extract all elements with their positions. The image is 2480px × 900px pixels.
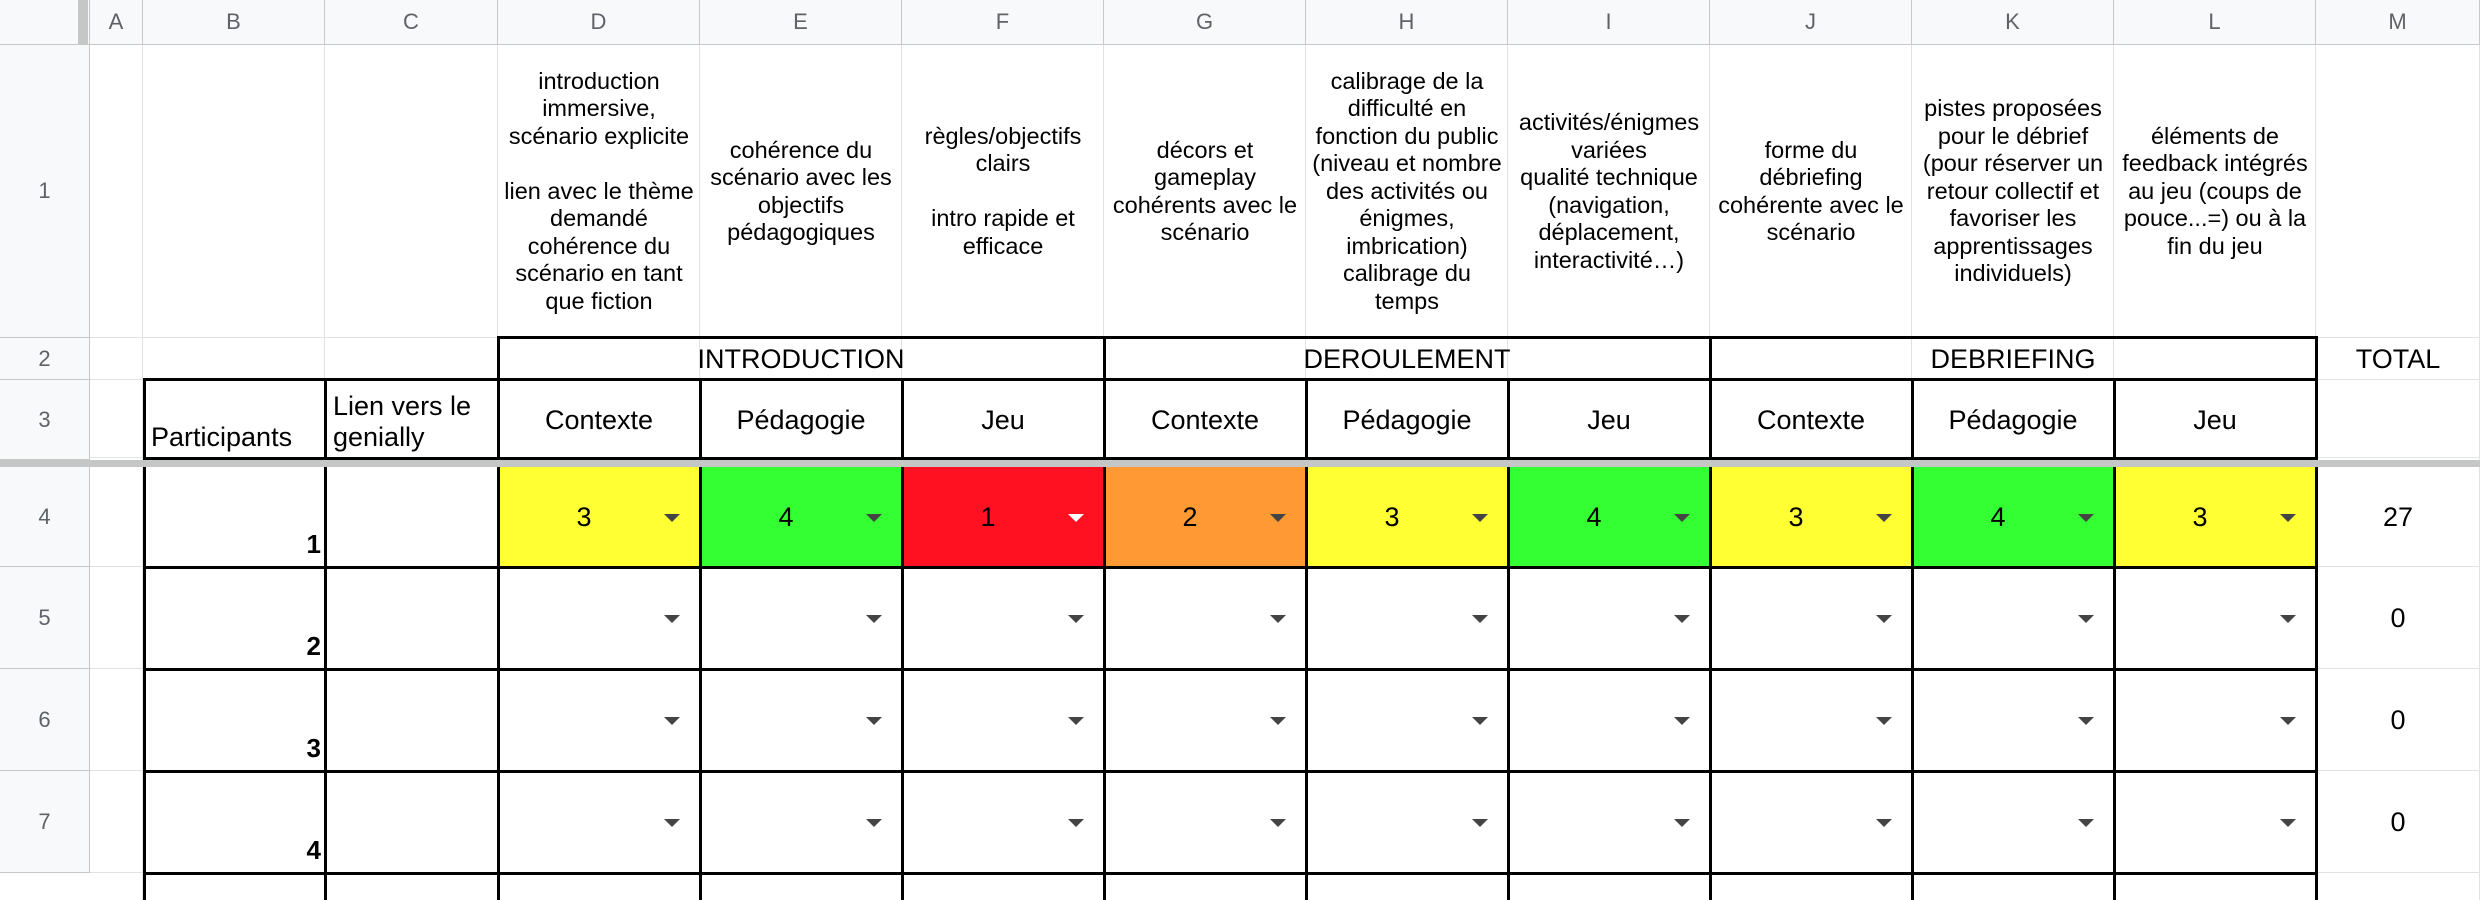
score-dropdown-h5[interactable] [1306,567,1478,669]
participant-number[interactable]: 1 [306,529,321,559]
chevron-down-icon[interactable] [2280,615,2296,623]
chevron-down-icon[interactable] [1068,717,1084,725]
row-header-4[interactable]: 4 [0,467,90,567]
chevron-down-icon[interactable] [1674,615,1690,623]
border [324,378,327,460]
criterion-description-e: cohérence du scénario avec les objectifs pédagogiques [710,136,892,245]
chevron-down-icon[interactable] [1472,514,1488,522]
column-header-e[interactable]: E [700,0,902,45]
chevron-down-icon[interactable] [664,615,680,623]
chevron-down-icon[interactable] [1270,514,1286,522]
column-header-a[interactable]: A [90,0,143,45]
border [143,872,2317,875]
border [143,770,2317,773]
chevron-down-icon[interactable] [1068,819,1084,827]
chevron-down-icon[interactable] [1674,514,1690,522]
chevron-down-icon[interactable] [1876,717,1892,725]
border [1709,336,1712,460]
section-introduction[interactable]: INTRODUCTION [697,343,905,374]
score-dropdown-g6[interactable] [1104,669,1276,771]
chevron-down-icon[interactable] [2078,514,2094,522]
score-dropdown-j5[interactable] [1710,567,1882,669]
score-dropdown-k6[interactable] [1912,669,2084,771]
border [1103,467,1106,900]
chevron-down-icon[interactable] [664,717,680,725]
border [901,467,904,900]
criterion-description-d: introduction immersive, scénario explicite lien avec le thème demandé cohérence du scénario en tant que fiction [504,67,694,314]
border [497,467,500,900]
criterion-header-h[interactable]: Pédagogie [1342,404,1472,435]
total-cell: 0 [2390,704,2406,735]
column-header-h[interactable]: H [1306,0,1508,45]
column-header-c[interactable]: C [325,0,498,45]
participants-header[interactable]: Participants [151,422,293,452]
chevron-down-icon[interactable] [1674,819,1690,827]
score-dropdown-l4[interactable]: 3 [2192,501,2208,532]
criterion-header-k[interactable]: Pédagogie [1948,404,2078,435]
criterion-description-g: décors et gameplay cohérents avec le scénario [1112,136,1298,245]
score-dropdown-f5[interactable] [902,567,1074,669]
criterion-header-l[interactable]: Jeu [2193,404,2237,435]
chevron-down-icon[interactable] [1270,615,1286,623]
chevron-down-icon[interactable] [664,514,680,522]
row-header-5[interactable]: 5 [0,567,90,669]
criterion-header-g[interactable]: Contexte [1150,404,1260,435]
score-dropdown-i5[interactable] [1508,567,1680,669]
participant-number[interactable]: 2 [306,631,321,661]
border [1305,378,1308,460]
score-dropdown-e5[interactable] [700,567,872,669]
row-header-1[interactable]: 1 [0,45,90,338]
chevron-down-icon[interactable] [1270,819,1286,827]
score-dropdown-d7[interactable] [498,771,670,873]
chevron-down-icon[interactable] [1472,819,1488,827]
border [2113,467,2116,900]
chevron-down-icon[interactable] [2280,819,2296,827]
section-debriefing[interactable]: DEBRIEFING [1930,343,2096,374]
chevron-down-icon[interactable] [664,819,680,827]
total-header[interactable]: TOTAL [2355,343,2441,374]
score-dropdown-h6[interactable] [1306,669,1478,771]
criterion-description-f: règles/objectifs clairs intro rapide et efficace [924,122,1082,259]
chevron-down-icon[interactable] [2280,514,2296,522]
score-dropdown-i4[interactable]: 4 [1586,501,1602,532]
criterion-header-f[interactable]: Jeu [981,404,1025,435]
criterion-description-i: activités/énigmes variées qualité technique (navigation, déplacement, interactivité…) [1518,109,1700,273]
score-dropdown-f6[interactable] [902,669,1074,771]
chevron-down-icon[interactable] [2078,819,2094,827]
total-cell: 0 [2390,806,2406,837]
border [1507,378,1510,460]
score-dropdown-d4[interactable]: 3 [576,501,592,532]
score-dropdown-e7[interactable] [700,771,872,873]
score-dropdown-l5[interactable] [2114,567,2286,669]
chevron-down-icon[interactable] [1472,615,1488,623]
score-dropdown-e6[interactable] [700,669,872,771]
border [1305,467,1308,900]
column-header-d[interactable]: D [498,0,700,45]
score-dropdown-g7[interactable] [1104,771,1276,873]
border [2315,336,2318,460]
column-header-k[interactable]: K [1912,0,2114,45]
score-dropdown-k7[interactable] [1912,771,2084,873]
criterion-header-i[interactable]: Jeu [1587,404,1631,435]
column-header-m[interactable]: M [2316,0,2480,45]
border [1709,467,1712,900]
chevron-down-icon[interactable] [1270,717,1286,725]
score-dropdown-e4[interactable]: 4 [778,501,794,532]
border [497,336,500,460]
border [143,566,2317,569]
border [498,378,2317,381]
chevron-down-icon[interactable] [1674,717,1690,725]
chevron-down-icon[interactable] [866,717,882,725]
border [143,378,498,381]
row-header-3[interactable]: 3 [0,380,90,460]
score-dropdown-g5[interactable] [1104,567,1276,669]
border [324,467,327,900]
score-dropdown-i6[interactable] [1508,669,1680,771]
border [1911,378,1914,460]
border [2113,378,2116,460]
row-header-7[interactable]: 7 [0,771,90,873]
row-header-6[interactable]: 6 [0,669,90,771]
border [1507,467,1510,900]
border [1911,467,1914,900]
chevron-down-icon[interactable] [1068,514,1084,522]
criterion-header-e[interactable]: Pédagogie [736,404,866,435]
chevron-down-icon[interactable] [1876,819,1892,827]
score-dropdown-i7[interactable] [1508,771,1680,873]
chevron-down-icon[interactable] [2078,717,2094,725]
criterion-description-k: pistes proposées pour le débrief (pour réserver un retour collectif et favoriser les apprentissages individuels) [1922,95,2104,287]
select-all-corner[interactable] [0,0,90,45]
column-header-b[interactable]: B [143,0,325,45]
score-dropdown-f7[interactable] [902,771,1074,873]
score-dropdown-j4[interactable]: 3 [1788,501,1804,532]
chevron-down-icon[interactable] [1876,514,1892,522]
chevron-down-icon[interactable] [1068,615,1084,623]
column-header-g[interactable]: G [1104,0,1306,45]
criterion-description-h: calibrage de la difficulté en fonction du public (niveau et nombre des activités ou énigmes, imbrication) calibrage du temps [1312,67,1502,314]
column-header-j[interactable]: J [1710,0,1912,45]
border [143,467,146,900]
border [901,378,904,460]
total-cell: 27 [2382,501,2414,532]
score-dropdown-k5[interactable] [1912,567,2084,669]
row-header-2[interactable]: 2 [0,338,90,380]
column-header-f[interactable]: F [902,0,1104,45]
chevron-down-icon[interactable] [866,514,882,522]
score-dropdown-k4[interactable]: 4 [1990,501,2006,532]
criterion-description-l: éléments de feedback intégrés au jeu (coups de pouce...=) ou à la fin du jeu [2122,122,2308,259]
frozen-row-divider[interactable] [0,460,2480,467]
criterion-header-d[interactable]: Contexte [544,404,654,435]
chevron-down-icon[interactable] [2280,717,2296,725]
column-header-i[interactable]: I [1508,0,1710,45]
score-dropdown-d5[interactable] [498,567,670,669]
chevron-down-icon[interactable] [866,819,882,827]
score-dropdown-j6[interactable] [1710,669,1882,771]
freeze-handle[interactable] [78,0,88,45]
link-header[interactable]: Lien vers le genially [333,391,472,452]
border [143,668,2317,671]
criterion-description-j: forme du débriefing cohérente avec le scénario [1718,136,1904,245]
score-dropdown-h4[interactable]: 3 [1384,501,1400,532]
chevron-down-icon[interactable] [1472,717,1488,725]
chevron-down-icon[interactable] [2078,615,2094,623]
border [699,467,702,900]
total-cell: 0 [2390,602,2406,633]
participant-number[interactable]: 3 [306,733,321,763]
column-header-l[interactable]: L [2114,0,2316,45]
border [2315,467,2318,900]
section-deroulement[interactable]: DEROULEMENT [1303,343,1511,374]
chevron-down-icon[interactable] [1876,615,1892,623]
score-dropdown-j7[interactable] [1710,771,1882,873]
border [498,336,2317,339]
score-dropdown-l6[interactable] [2114,669,2286,771]
participant-number[interactable]: 4 [306,835,321,865]
border [143,378,146,460]
criterion-header-j[interactable]: Contexte [1756,404,1866,435]
border [699,378,702,460]
score-dropdown-g4[interactable]: 2 [1182,501,1198,532]
score-dropdown-l7[interactable] [2114,771,2286,873]
score-dropdown-f4[interactable]: 1 [980,501,996,532]
score-dropdown-d6[interactable] [498,669,670,771]
border [143,457,2317,460]
chevron-down-icon[interactable] [866,615,882,623]
border [1103,336,1106,460]
score-dropdown-h7[interactable] [1306,771,1478,873]
